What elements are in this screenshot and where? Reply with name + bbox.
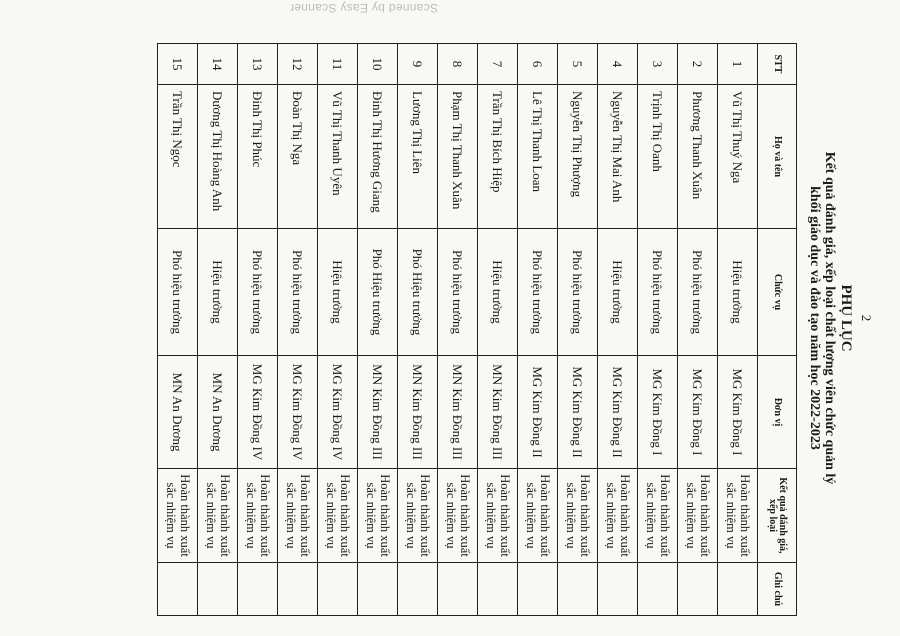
cell-result: Hoàn thành xuất sắc nhiệm vụ [718,469,758,563]
cell-stt: 9 [398,44,438,85]
cell-position: Hiệu trưởng [598,229,638,356]
cell-stt: 10 [358,44,398,85]
cell-unit: MN Kim Đồng III [438,356,478,469]
cell-note [638,563,678,616]
cell-position: Phó Hiệu trưởng [398,229,438,356]
scanner-watermark: Scanned by Easy Scanner [289,1,438,15]
document-title [806,40,854,596]
cell-note [598,563,638,616]
cell-note [678,563,718,616]
cell-stt: 11 [318,44,358,85]
cell-name: Lương Thị Liên [398,85,438,229]
cell-stt: 8 [438,44,478,85]
table-row [638,44,678,616]
cell-position: Hiệu trưởng [478,229,518,356]
table-row [598,44,638,616]
cell-result: Hoàn thành xuất sắc nhiệm vụ [278,469,318,563]
cell-position: Phó hiệu trưởng [518,229,558,356]
cell-result: Hoàn thành xuất sắc nhiệm vụ [438,469,478,563]
cell-name: Trần Thị Bích Hiệp [478,85,518,229]
cell-name: Trần Thị Ngọc [158,85,198,229]
table-row [678,44,718,616]
title-line-1: PHỤ LỤC [838,284,854,352]
cell-position: Phó hiệu trưởng [438,229,478,356]
evaluation-table [157,43,797,616]
cell-stt: 13 [238,44,278,85]
cell-stt: 2 [678,44,718,85]
cell-note [358,563,398,616]
cell-stt: 6 [518,44,558,85]
table-row [438,44,478,616]
cell-result: Hoàn thành xuất sắc nhiệm vụ [398,469,438,563]
cell-unit: MG Kim Đồng II [518,356,558,469]
cell-position: Phó Hiệu trưởng [358,229,398,356]
cell-unit: MG Kim Đồng IV [278,356,318,469]
cell-result: Hoàn thành xuất sắc nhiệm vụ [198,469,238,563]
cell-position: Phó hiệu trưởng [638,229,678,356]
cell-position: Phó hiệu trưởng [238,229,278,356]
cell-note [238,563,278,616]
table-row [558,44,598,616]
cell-unit: MG Kim Đồng I [638,356,678,469]
page-number: 2 [859,314,874,322]
table-row [518,44,558,616]
table-row [318,44,358,616]
cell-name: Đoàn Thị Nga [278,85,318,229]
cell-unit: MN Kim Đồng III [398,356,438,469]
cell-unit: MN Kim Đồng III [478,356,518,469]
table-row [198,44,238,616]
cell-note [438,563,478,616]
cell-stt: 5 [558,44,598,85]
cell-stt: 3 [638,44,678,85]
table-row [718,44,758,616]
cell-result: Hoàn thành xuất sắc nhiệm vụ [558,469,598,563]
cell-name: Trịnh Thị Oanh [638,85,678,229]
cell-note [318,563,358,616]
cell-stt: 12 [278,44,318,85]
header-stt: STT [758,44,797,85]
cell-position: Phó hiệu trưởng [678,229,718,356]
header-note: Ghi chú [758,563,797,616]
cell-position: Hiệu trưởng [718,229,758,356]
table-row [278,44,318,616]
header-result: Kết quả đánh giá, xếp loại [758,469,797,563]
cell-note [518,563,558,616]
cell-note [718,563,758,616]
cell-result: Hoàn thành xuất sắc nhiệm vụ [158,469,198,563]
cell-note [398,563,438,616]
title-line-2: Kết quả đánh giá, xếp loại chất lượng viên chức quản lý [822,151,838,485]
header-name: Họ và tên [758,85,797,229]
cell-name: Đinh Thị Phúc [238,85,278,229]
cell-unit: MN An Dương [158,356,198,469]
table-row [398,44,438,616]
cell-stt: 4 [598,44,638,85]
cell-name: Vũ Thị Thuý Nga [718,85,758,229]
header-unit: Đơn vị [758,356,797,469]
cell-unit: MG Kim Đồng I [718,356,758,469]
cell-note [478,563,518,616]
cell-note [558,563,598,616]
cell-unit: MG Kim Đồng IV [238,356,278,469]
cell-note [198,563,238,616]
cell-stt: 1 [718,44,758,85]
cell-result: Hoàn thành xuất sắc nhiệm vụ [678,469,718,563]
table-header-row [758,44,797,616]
table-row [158,44,198,616]
cell-name: Nguyễn Thị Mai Anh [598,85,638,229]
cell-unit: MG Kim Đồng IV [318,356,358,469]
cell-position: Phó hiệu trưởng [558,229,598,356]
table-row [238,44,278,616]
cell-name: Phương Thanh Xuân [678,85,718,229]
cell-position: Phó hiệu trưởng [278,229,318,356]
cell-unit: MN Kim Đồng III [358,356,398,469]
cell-stt: 15 [158,44,198,85]
cell-name: Dương Thị Hoàng Anh [198,85,238,229]
cell-note [278,563,318,616]
cell-result: Hoàn thành xuất sắc nhiệm vụ [598,469,638,563]
title-line-3: khối giáo dục và đào tạo năm học 2022-2023 [806,186,822,450]
cell-stt: 14 [198,44,238,85]
cell-unit: MN An Dương [198,356,238,469]
cell-note [158,563,198,616]
cell-unit: MG Kim Đồng II [558,356,598,469]
table-row [478,44,518,616]
cell-result: Hoàn thành xuất sắc nhiệm vụ [238,469,278,563]
cell-result: Hoàn thành xuất sắc nhiệm vụ [638,469,678,563]
cell-unit: MG Kim Đồng I [678,356,718,469]
cell-result: Hoàn thành xuất sắc nhiệm vụ [478,469,518,563]
cell-name: Phạm Thị Thanh Xuân [438,85,478,229]
cell-name: Đinh Thị Hương Giang [358,85,398,229]
cell-name: Nguyễn Thị Phượng [558,85,598,229]
cell-name: Vũ Thị Thanh Uyên [318,85,358,229]
cell-position: Phó hiệu trưởng [158,229,198,356]
cell-unit: MG Kim Đồng II [598,356,638,469]
cell-position: Hiệu trưởng [318,229,358,356]
cell-position: Hiệu trưởng [198,229,238,356]
cell-result: Hoàn thành xuất sắc nhiệm vụ [318,469,358,563]
cell-stt: 7 [478,44,518,85]
cell-result: Hoàn thành xuất sắc nhiệm vụ [358,469,398,563]
table-row [358,44,398,616]
header-position: Chức vụ [758,229,797,356]
cell-result: Hoàn thành xuất sắc nhiệm vụ [518,469,558,563]
cell-name: Lê Thị Thanh Loan [518,85,558,229]
